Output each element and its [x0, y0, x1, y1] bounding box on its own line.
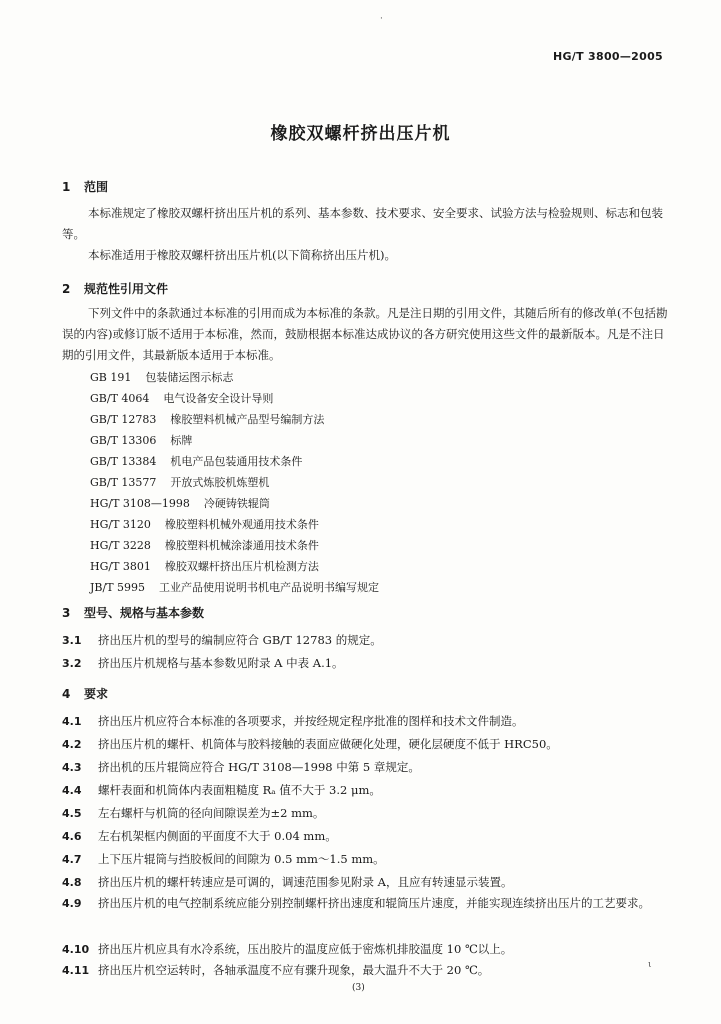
- reference-code: HG/T 3120: [90, 518, 151, 531]
- clause-number: 4.2: [62, 738, 82, 751]
- section-title: 范围: [84, 180, 109, 194]
- clause-4-3: [62, 759, 420, 775]
- clause-4-1: [62, 713, 524, 729]
- clause-text: 挤出压片机的螺杆转速应是可调的，调速范围参见附录 A，且应有转速显示装置。: [98, 875, 513, 889]
- page-number: (3): [352, 983, 365, 993]
- reference-title: 标牌: [170, 434, 193, 447]
- clause-4-9: [62, 893, 672, 914]
- clause-number: 4.5: [62, 807, 82, 820]
- clause-text: 上下压片辊筒与挡胶板间的间隙为 0.5 mm～1.5 mm。: [98, 852, 385, 866]
- clause-number: 4.6: [62, 830, 82, 843]
- clause-number: 4.8: [62, 876, 82, 889]
- clause-3-2: [62, 655, 344, 671]
- clause-text: 挤出压片机的型号的编制应符合 GB/T 12783 的规定。: [98, 633, 382, 647]
- reference-title: 机电产品包装通用技术条件: [170, 455, 303, 468]
- reference-code: GB/T 13306: [90, 434, 157, 447]
- clause-4-11: [62, 962, 489, 978]
- reference-item: [90, 537, 319, 553]
- section-title: 规范性引用文件: [84, 282, 169, 296]
- reference-code: GB/T 13384: [90, 455, 157, 468]
- clause-4-7: [62, 851, 385, 867]
- section-title: 型号、规格与基本参数: [84, 606, 205, 620]
- section-1-heading: [62, 178, 108, 195]
- clause-number: 4.9: [62, 897, 82, 910]
- section-1-para-1: 本标准规定了橡胶双螺杆挤出压片机的系列、基本参数、技术要求、安全要求、试验方法与检验规则、标志和包装等。: [62, 206, 663, 241]
- scan-mark: ι: [648, 960, 652, 970]
- document-title: 橡胶双螺杆挤出压片机: [270, 124, 451, 144]
- standard-code: HG/T 3800—2005: [552, 50, 663, 63]
- clause-number: 3.2: [62, 657, 82, 670]
- clause-text: 挤出压片机的电气控制系统应能分别控制螺杆挤出速度和辊筒压片速度，并能实现连续挤出压片的工艺要求。: [98, 896, 650, 910]
- clause-number: 4.4: [62, 784, 82, 797]
- clause-4-6: [62, 828, 337, 844]
- clause-number: 4.10: [62, 943, 90, 956]
- reference-code: GB/T 13577: [90, 476, 157, 489]
- reference-title: 工业产品使用说明书机电产品说明书编写规定: [159, 581, 380, 594]
- reference-title: 橡胶双螺杆挤出压片机检测方法: [164, 560, 319, 573]
- section-3-heading: [62, 604, 204, 621]
- reference-title: 包装储运图示标志: [145, 371, 234, 384]
- clause-4-4: [62, 782, 381, 798]
- clause-text: 挤出压片机的螺杆、机筒体与胶料接触的表面应做硬化处理，硬化层硬度不低于 HRC50。: [98, 737, 558, 751]
- clause-number: 4.3: [62, 761, 82, 774]
- clause-text: 挤出压片机空运转时，各轴承温度不应有骤升现象，最大温升不大于 20 ℃。: [98, 963, 490, 977]
- reference-item: [90, 579, 379, 595]
- reference-code: HG/T 3228: [90, 539, 151, 552]
- reference-code: HG/T 3108—1998: [90, 497, 190, 510]
- section-title: 要求: [84, 687, 109, 701]
- reference-title: 橡胶塑料机械外观通用技术条件: [164, 518, 319, 531]
- clause-text: 挤出压片机规格与基本参数见附录 A 中表 A.1。: [98, 656, 344, 670]
- clause-text: 挤出压片机应具有水冷系统，压出胶片的温度应低于密炼机排胶温度 10 ℃以上。: [98, 942, 513, 956]
- reference-item: [90, 369, 233, 385]
- reference-item: [90, 474, 269, 490]
- reference-item: [90, 558, 319, 574]
- reference-title: 橡胶塑料机械产品型号编制方法: [170, 413, 325, 426]
- clause-3-1: [62, 632, 382, 648]
- reference-title: 冷硬铸铁辊筒: [203, 497, 270, 510]
- clause-4-10: [62, 941, 512, 957]
- clause-number: 4.1: [62, 715, 82, 728]
- section-2-heading: [62, 280, 168, 297]
- clause-text: 挤出压片机应符合本标准的各项要求，并按经规定程序批准的图样和技术文件制造。: [98, 714, 524, 728]
- clause-text: 左右螺杆与机筒的径向间隙误差为±2 mm。: [98, 806, 325, 820]
- reference-item: [90, 516, 319, 532]
- clause-number: 4.7: [62, 853, 82, 866]
- reference-code: GB/T 12783: [90, 413, 157, 426]
- section-2-para: 下列文件中的条款通过本标准的引用而成为本标准的条款。凡是注日期的引用文件，其随后所有的修改单(不包括勘误的内容)或修订版不适用于本标准，然而，鼓励根据本标准达成协议的各方研究使用这些文件的最新版本。凡是不注日期的引用文件，其最新版本适用于本标准。: [62, 306, 668, 362]
- section-1-para-2: 本标准适用于橡胶双螺杆挤出压片机(以下简称挤出压片机)。: [88, 248, 396, 262]
- clause-4-2: [62, 736, 558, 752]
- clause-number: 4.11: [62, 964, 90, 977]
- section-number: 1: [62, 180, 71, 194]
- reference-item: [90, 432, 192, 448]
- section-number: 4: [62, 687, 71, 701]
- reference-code: JB/T 5995: [90, 581, 146, 594]
- section-number: 2: [62, 282, 71, 296]
- reference-item: [90, 411, 324, 427]
- reference-item: [90, 495, 270, 511]
- reference-code: GB 191: [90, 371, 132, 384]
- clause-text: 左右机架框内侧面的平面度不大于 0.04 mm。: [98, 829, 337, 843]
- reference-item: [90, 453, 302, 469]
- reference-code: GB/T 4064: [90, 392, 150, 405]
- clause-number: 3.1: [62, 634, 82, 647]
- clause-text: 螺杆表面和机筒体内表面粗糙度 Rₐ 值不大于 3.2 μm。: [98, 783, 381, 797]
- clause-text: 挤出机的压片辊筒应符合 HG/T 3108—1998 中第 5 章规定。: [98, 760, 420, 774]
- clause-4-5: [62, 805, 324, 821]
- reference-title: 开放式炼胶机炼塑机: [170, 476, 270, 489]
- section-number: 3: [62, 606, 71, 620]
- reference-title: 橡胶塑料机械涂漆通用技术条件: [164, 539, 319, 552]
- clause-4-8: [62, 874, 512, 890]
- scan-mark: ·: [380, 14, 383, 24]
- reference-code: HG/T 3801: [90, 560, 151, 573]
- section-4-heading: [62, 685, 108, 702]
- reference-title: 电气设备安全设计导则: [163, 392, 274, 405]
- reference-item: [90, 390, 273, 406]
